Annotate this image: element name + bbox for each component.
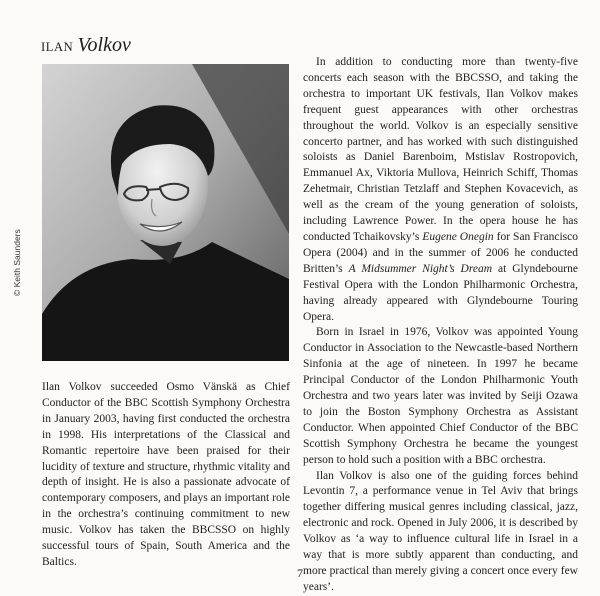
portrait-photo — [42, 64, 289, 361]
page-number: 7 — [297, 566, 303, 580]
right-column — [303, 55, 578, 596]
paragraph-1-text-a: In addition to conducting more than twenty-five concerts each season with the BBCSSO, and taking the orchestra to important UK festivals, Ilan Volkov makes frequent guest appearances with other orchestras throughout the world. Volkov is an especially sensitive concerto partner, and has worked with such distinguished soloists as Daniel Barenboim, Mstislav Rostropovich, Emmanuel Ax, Viktoria Mullova, Heinrich Schiff, Thomas Zehetmair, Christian Tetzlaff and Stephen Kovacevich, as well as the cream of the young generation of soloists, including Lawrence Power. In the opera house he has conducted Tchaikovsky’s — [303, 56, 578, 243]
title-last-name: Volkov — [77, 34, 131, 56]
work-title-midsummer: A Midsummer Night’s Dream — [348, 262, 493, 275]
photo-credit: © Keith Saunders — [12, 229, 22, 296]
paragraph-1-text-b: for San Francisco Opera (2004) and in the summer of 2006 he conducted Britten’s — [303, 230, 579, 275]
paragraph-2: Born in Israel in 1976, Volkov was appointed Young Conductor in Association to the Newcastle-based Northern Sinfonia at the age of nineteen. In 1997 he became Principal Conductor of the London Philharmonic Youth Orchestra and two years later was invited by Seiji Ozawa to join the Boston Symphony Orchestra as Assistant Conductor. When appointed Chief Conductor of the BBC Scottish Symphony Orchestra he became the youngest person to hold such a position with a BBC orchestra. — [303, 326, 578, 466]
page-title — [41, 35, 131, 57]
left-column-text: Ilan Volkov succeeded Osmo Vänskä as Chief Conductor of the BBC Scottish Symphony Orchestra in January 2003, having first conducted the orchestra in 1998. His interpretations of the Classical and Romantic repertoire have been praised for their lucidity of texture and structure, rhythmic vitality and depth of insight. He is also a passionate advocate of contemporary composers, and plays an important role in the orchestra’s continuing commitment to new music. Volkov has taken the BBCSSO on highly successful tours of Spain, South America and the Baltics. — [42, 381, 290, 568]
paragraph-1 — [303, 55, 578, 325]
paragraph-3: Ilan Volkov is also one of the guiding forces behind Levontin 7, a performance venue in Tel Aviv that brings together differing musical genres including classical, jazz, electronic and rock. Opened in July 2006, it is described by Volkov as ‘a way to influence cultural life in Israel in a way that is more subtly apparent than conducting, and more practical than merely giving a concert once every few years’. — [303, 469, 578, 593]
work-title-eugene-onegin: Eugene Onegin — [422, 230, 494, 243]
title-first-name: ILAN — [41, 40, 74, 54]
paragraph-1-text-c: at Glyndebourne Festival Opera with the London Philharmonic Orchestra, having already appeared with Glyndebourne Touring Opera. — [303, 262, 578, 323]
